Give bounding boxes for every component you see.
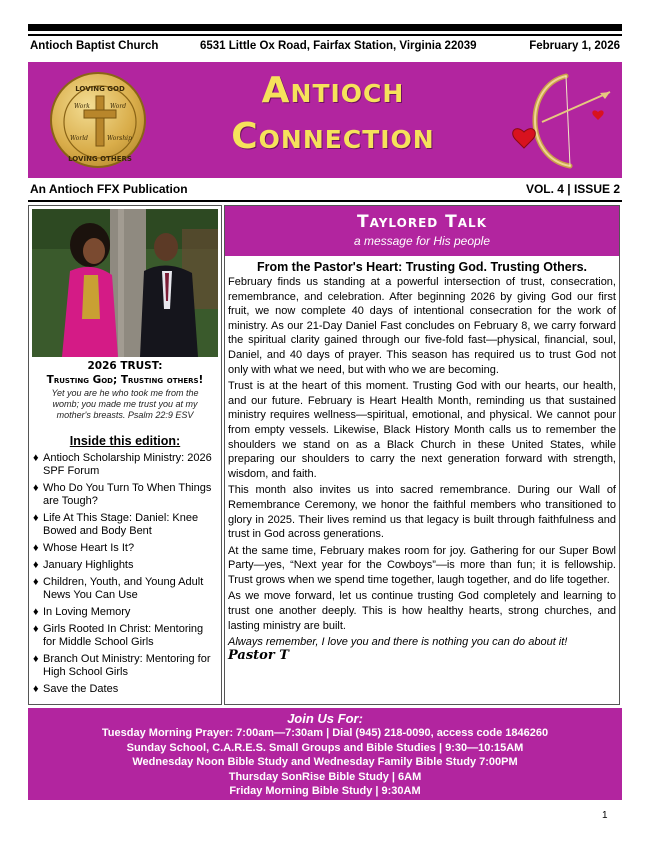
page-number: 1 (602, 810, 608, 821)
inside-edition-title: Inside this edition: (69, 434, 181, 448)
church-seal (50, 72, 146, 168)
church-address: 6531 Little Ox Road, Fairfax Station, Virginia 22039 (200, 40, 477, 52)
toc-item[interactable] (33, 623, 219, 649)
schedule-line: Friday Morning Bible Study | 9:30AM (229, 785, 421, 797)
scripture-verse: Yet you are he who took me from the womb; you made me trust you at my mother's breasts. Psalm 22:9 ESV (51, 388, 199, 420)
theme-title: 2026 TRUST: (87, 360, 163, 372)
toc-item[interactable] (33, 542, 219, 555)
masthead-info (30, 40, 620, 56)
photo-illustration (32, 209, 218, 357)
volume-issue: VOL. 4 | ISSUE 2 (525, 182, 620, 196)
toc-item-label: Life At This Stage: Daniel: Knee Bowed and Body Bent (43, 512, 199, 537)
toc-item[interactable] (33, 482, 219, 508)
article-paragraph: This month also invites us into sacred remembrance. During our Wall of Remembrance Ceremony, we honor the faithful members who transitioned to glory in 2025. Their lives remind us that legacy is built through faithfulness and trust in God across generations. (228, 484, 616, 541)
toc-item-label: January Highlights (43, 559, 134, 571)
article-paragraph: At the same time, February makes room for joy. Gathering for our Super Bowl Party—yes, “Next year for the Cowboys”—is more than fun; it is fellowship. Trust grows when we spend time together, laugh together, and do life together. (228, 544, 616, 586)
cupid-bow-icon (506, 68, 616, 172)
top-rule (28, 24, 622, 31)
toc-item-label: Branch Out Ministry: Mentoring for High School Girls (43, 653, 211, 678)
toc-item-label: Antioch Scholarship Ministry: 2026 SPF Forum (43, 452, 212, 477)
theme-subtitle: Trusting God; Trusting others! (46, 374, 204, 386)
pastor-photo (32, 209, 218, 357)
join-us-heading: Join Us For: (287, 711, 363, 726)
seal-work-text: Work (74, 103, 90, 110)
diamond-bullet-icon: ♦ (33, 559, 39, 571)
toc-item-label: Who Do You Turn To When Things are Tough? (43, 482, 212, 507)
article-paragraph: Trust is at the heart of this moment. Trusting God with our hearts, our health, and our future. February is Heart Health Month, reminding us that sustained ministry requires wellness—spiritual, emotional, and physical. We cannot pour from empty vessels. Likewise, Black History Month calls us to remember the shoulders we stand on as a Black Church in these United States, while preparing our shoulders to carry the next generation forward with strength, wisdom, and faith. (228, 380, 616, 480)
seal-bottom-text: LOVING OTHERS (68, 155, 132, 163)
toc-item[interactable] (33, 512, 219, 538)
schedule-line: Wednesday Noon Bible Study and Wednesday Family Bible Study 7:00PM (132, 756, 518, 768)
schedule-line: Thursday SonRise Bible Study | 6AM (228, 770, 422, 783)
seal-worship-text: Worship (107, 135, 132, 142)
toc-item[interactable] (33, 683, 219, 696)
toc-item[interactable] (33, 576, 219, 602)
pastor-article (224, 205, 620, 705)
newsletter-title (188, 68, 478, 160)
pastor-signature: Pastor T (228, 648, 289, 664)
article-headline: From the Pastor's Heart: Trusting God. Trusting Others. (256, 260, 588, 274)
diamond-bullet-icon: ♦ (33, 512, 39, 524)
publication-name: An Antioch FFX Publication (30, 182, 188, 196)
article-paragraph: As we move forward, let us continue trusting God completely and learning to trust one another deeply. This is how healthy hearts, strong churches, and lasting ministry are built. (228, 590, 616, 632)
toc-item-label: In Loving Memory (43, 606, 131, 618)
toc-item-label: Whose Heart Is It? (43, 542, 135, 554)
toc-item[interactable] (33, 606, 219, 619)
section-title: Taylored Talk (357, 212, 487, 232)
toc-item-label: Girls Rooted In Christ: Mentoring for Middle School Girls (43, 623, 204, 648)
article-body (228, 260, 616, 663)
seal-graphic (52, 74, 148, 170)
diamond-bullet-icon: ♦ (33, 606, 39, 618)
seal-word-text: Word (110, 103, 127, 110)
toc-item[interactable] (33, 653, 219, 679)
seal-world-text: World (70, 135, 88, 142)
toc-item[interactable] (33, 452, 219, 478)
diamond-bullet-icon: ♦ (33, 482, 39, 494)
schedule-footer (28, 708, 622, 800)
toc-item-label: Children, Youth, and Young Adult News You Can Use (43, 576, 204, 601)
sidebar (28, 205, 222, 705)
section-subtitle: a message for His people (353, 234, 491, 248)
banner (28, 62, 622, 178)
diamond-bullet-icon: ♦ (33, 452, 39, 464)
schedule-line: Sunday School, C.A.R.E.S. Small Groups and Bible Studies | 9:30—10:15AM (126, 741, 524, 754)
title-line-2: Connection (231, 116, 435, 157)
diamond-bullet-icon: ♦ (33, 653, 39, 665)
seal-top-text: LOVING GOD (75, 85, 125, 93)
publication-line (30, 182, 620, 198)
toc-item-label: Save the Dates (43, 683, 119, 695)
title-line-1: Antioch (261, 70, 405, 111)
diamond-bullet-icon: ♦ (33, 683, 39, 695)
schedule-line: Tuesday Morning Prayer: 7:00am—7:30am | Dial (945) 218-0090, access code 1846260 (101, 727, 549, 739)
church-name: Antioch Baptist Church (30, 40, 159, 52)
article-header (225, 206, 619, 256)
closing-line: Always remember, I love you and there is nothing you can do about it! (228, 636, 568, 649)
publication-rule (28, 200, 622, 202)
diamond-bullet-icon: ♦ (33, 576, 39, 588)
top-rule-thin (28, 34, 622, 36)
diamond-bullet-icon: ♦ (33, 542, 39, 554)
issue-date: February 1, 2026 (529, 40, 620, 52)
article-paragraph: February finds us standing at a powerful intersection of trust, consecration, remembrance, and celebration. After beginning 2026 by giving God our first fruit, we now complete 40 days of intentional consecration for the work of ministry. As our 21-Day Daniel Fast concludes on February 8, we carry forward the spiritual clarity gained through our five-fold fast—physical, financial, soul, Daniel, and 40 days of prayer. This season has required us to trust God not only with what we need, but with who we are becoming. (228, 276, 616, 376)
diamond-bullet-icon: ♦ (33, 623, 39, 635)
table-of-contents (33, 452, 219, 700)
toc-item[interactable] (33, 559, 219, 572)
